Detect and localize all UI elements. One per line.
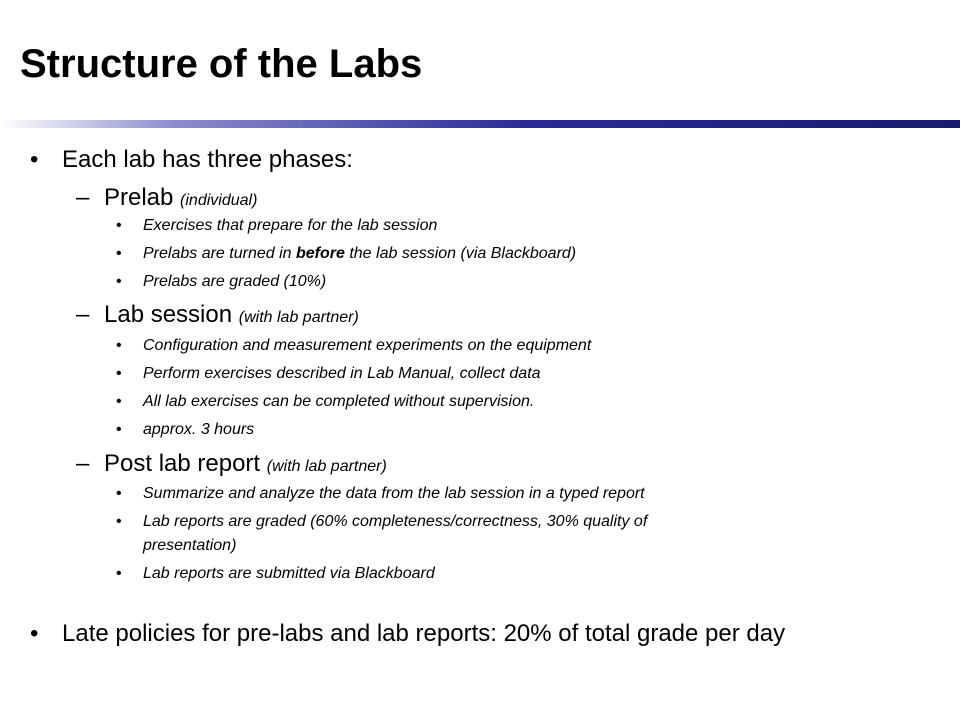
bullet-dot: • <box>116 393 122 410</box>
bullet-dot: • <box>30 620 39 647</box>
bullet-text: Late policies for pre-labs and lab reports: 20% of total grade per day <box>62 620 786 647</box>
bullet-dot: • <box>116 485 122 502</box>
title-divider <box>0 120 960 128</box>
phase-name: Lab session <box>104 301 233 328</box>
sub-bullet <box>116 272 327 292</box>
phase-prelab <box>76 184 258 215</box>
dash-marker: – <box>76 450 90 477</box>
sub-bullet <box>116 392 535 412</box>
phase-post-lab-report <box>76 450 387 481</box>
bullet-late-policy <box>30 620 786 648</box>
dash-marker: – <box>76 301 90 328</box>
bullet-dot: • <box>116 217 122 234</box>
phase-name: Prelab <box>104 184 174 211</box>
sub-bullet <box>116 420 255 440</box>
sub-bullet <box>116 216 438 236</box>
sub-bullet-text: Perform exercises described in Lab Manual, collect data <box>143 365 541 382</box>
bullet-dot: • <box>116 245 122 262</box>
sub-bullet-text: approx. 3 hours <box>143 421 255 438</box>
phase-note: (with lab partner) <box>238 309 359 326</box>
bullet-dot: • <box>116 421 122 438</box>
sub-bullet-text: presentation) <box>143 537 237 554</box>
phase-note: (individual) <box>180 192 258 209</box>
dash-marker: – <box>76 184 90 211</box>
emphasis-text: before <box>295 245 345 262</box>
sub-bullet-text: Exercises that prepare for the lab session <box>143 217 438 234</box>
phase-lab-session <box>76 301 359 332</box>
sub-bullet <box>116 484 645 504</box>
sub-bullet-text: Lab reports are submitted via Blackboard <box>143 565 435 582</box>
bullet-dot: • <box>116 337 122 354</box>
sub-bullet <box>116 244 577 264</box>
sub-bullet <box>116 364 541 384</box>
sub-bullet-text: Configuration and measurement experiments on the equipment <box>143 337 592 354</box>
bullet-dot: • <box>116 565 122 582</box>
bullet-dot: • <box>30 146 39 173</box>
sub-bullet-continuation <box>143 536 236 556</box>
sub-bullet <box>116 512 648 532</box>
sub-bullet <box>116 336 592 356</box>
bullet-text: Each lab has three phases: <box>62 146 353 173</box>
sub-bullet-text: Prelabs are turned in <box>143 245 296 262</box>
slide-title: Structure of the Labs <box>20 42 423 86</box>
sub-bullet-text: the lab session (via Blackboard) <box>344 245 577 262</box>
bullet-dot: • <box>116 365 122 382</box>
sub-bullet <box>116 564 435 584</box>
sub-bullet-text: Prelabs are graded (10%) <box>143 273 327 290</box>
sub-bullet-text: Lab reports are graded (60% completeness/correctness, 30% quality of <box>143 513 648 530</box>
phase-note: (with lab partner) <box>266 458 387 475</box>
bullet-dot: • <box>116 513 122 530</box>
phase-name: Post lab report <box>104 450 261 477</box>
bullet-dot: • <box>116 273 122 290</box>
sub-bullet-text: Summarize and analyze the data from the lab session in a typed report <box>143 485 645 502</box>
sub-bullet-text: All lab exercises can be completed without supervision. <box>143 393 535 410</box>
bullet-phases-intro <box>30 146 353 174</box>
